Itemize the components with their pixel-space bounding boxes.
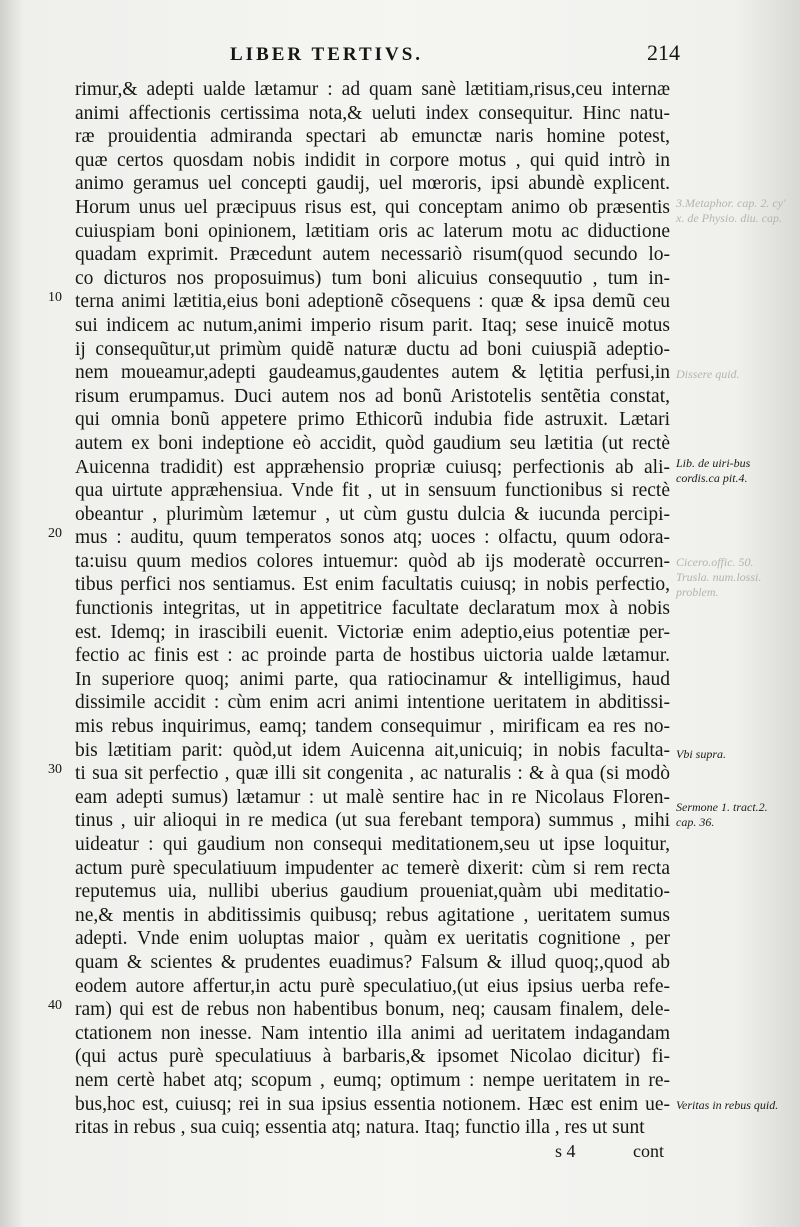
text-line: ne,& mentis in abditissimis quibusq; rebus agitatione , ueritatem sumus (75, 904, 670, 926)
page-header (180, 40, 680, 74)
text-line: co dicturos nos proposuimus) tum boni alicuius consequutio , tum in- (75, 267, 670, 289)
text-line: eodem autore affertur,in actu purè speculatiuo,(ut eius ipsius uerba refe- (75, 975, 670, 997)
text-line: bis lætitiam parit: quòd,ut idem Auicenna ait,unicuiq; in nobis faculta- (75, 739, 670, 761)
text-line: dissimile accidit : cùm enim acri animi intentione ueritatem in abditissi- (75, 692, 670, 714)
text-line: animo geramus uel concepti gaudij, uel mœroris, ipsi abundè explicent. (75, 173, 670, 195)
text-line: cuiuspiam boni opinionem, lætitiam oris ac laterum motu ac diductione (75, 220, 670, 242)
text-line: bus,hoc est, cuiusq; rei in sua ipsius essentia notionem. Hæc est enim ue- (75, 1093, 670, 1115)
text-line: ij consequũtur,ut primùm quidẽ naturæ ductu ad boni cuiuspiã adeptio- (75, 338, 670, 360)
text-line: Auicenna tradidit) est appræhensio propriæ cuiusq; perfectionis ab ali- (75, 456, 670, 478)
text-line: quadam exprimit. Præcedunt autem necessariò risum(quod secundo lo- (75, 244, 670, 266)
line-number-10: 10 (48, 290, 62, 305)
text-line: ritas in rebus , sua cuiq; essentia atq; natura. Itaq; functio illa , res ut sunt (75, 1117, 645, 1139)
line-number-40: 40 (48, 998, 62, 1013)
text-line: In superiore quoq; animi parte, qua ratiocinamur & intelligimus, haud (75, 668, 670, 690)
text-line: risum erumpamus. Duci autem nos ad bonũ Aristotelis sentẽtia constat, (75, 385, 670, 407)
text-line: ctationem non inesse. Nam intentio illa animi ad ueritatem indagandam (75, 1022, 670, 1044)
marginal-note-sermone: Sermone 1. tract.2. cap. 36. (676, 800, 768, 829)
line-number-30: 30 (48, 762, 62, 777)
folio-number: 214 (647, 40, 680, 65)
text-line: ta:uisu quum medios colores intuemur: quòd ab ijs moderatè occurren- (75, 550, 670, 572)
signature-mark: s 4 (555, 1141, 576, 1161)
text-line: quæ certos quosdam nobis indidit in corpore motus , qui quid intrò in (75, 149, 670, 171)
marginal-note-ubi-supra: Vbi supra. (676, 747, 727, 761)
text-line: qui omnia bonũ appetere primo Ethicorũ indubia fide astruxit. Lætari (75, 409, 670, 431)
text-line: nem moueamur,adepti gaudeamus,gaudentes autem & lętitia perfusi,in (75, 362, 670, 384)
running-title: LIBER TERTIVS. (230, 44, 424, 65)
text-line: tibus perfici nos sentiamus. Est enim facultatis cuiusq; in nobis perfectio, (75, 574, 670, 596)
text-line: quam & scientes & prudentes euadimus? Falsum & illud quoq;,quod ab (75, 951, 670, 973)
line-number-20: 20 (48, 526, 62, 541)
text-line: autem ex boni indeptione eò accidit, quòd gaudium seu lætitia (ut rectè (75, 432, 670, 454)
text-line: tinus , uir alioqui in re medica (ut sua ferebant tempora) summus , mihi (75, 810, 670, 832)
text-line: ram) qui est de rebus non habentibus bonum, neq; causam finalem, dele- (75, 999, 670, 1021)
text-line: adepti. Vnde enim uoluptas maior , quàm ex ueritatis cognitione , per (75, 928, 670, 950)
text-line: uideatur : qui gaudium non consequi meditationem,seu ut ipse loquitur, (75, 834, 670, 855)
text-line: obeantur , plurimùm lætemur , ut cùm gustu dulcia & iucunda percipi- (75, 503, 670, 525)
text-line: qua uirtute appræhensiua. Vnde fit , ut in sensuum functionibus si rectè (75, 480, 670, 502)
body-text (75, 78, 670, 1140)
text-line: actum purè speculatiuum impudenter ac temerè dixerit: cùm si rem recta (75, 857, 670, 879)
text-line: mis rebus inquirimus, eamq; tandem consequimur , mirificam ea res no- (75, 716, 670, 738)
marginal-note-dissere: Dissere quid. (676, 367, 740, 381)
text-line: (qui actus purè speculatiuus à barbaris,& ipsomet Nicolao dicitur) fi- (75, 1046, 670, 1068)
text-line: ti sua sit perfectio , quæ illi sit congenita , ac naturalis : & à qua (si modò (75, 763, 670, 785)
text-line: ræ prouidentia admiranda spectari ab emunctæ naris homine potest, (75, 126, 670, 148)
marginal-note-cicero: Cicero.offic. 50. Trusla. num.lossi. problem. (676, 555, 762, 599)
text-line: nem certè habet atq; scopum , eumq; optimum : nempe ueritatem in re- (75, 1069, 670, 1091)
text-line: sui indicem ac nutum,animi imperio risum parit. Itaq; sese inuicẽ motus (75, 314, 670, 336)
marginal-note-metaphor: 3.Metaphor. cap. 2. cy' x. de Physio. diu. cap. (676, 196, 786, 225)
text-line: functionis integritas, ut in appetitrice facultate declaratum mox à nobis (75, 598, 670, 620)
text-line: reputemus uia, nullibi uberius gaudium proueniat,quàm ubi meditatio- (75, 881, 670, 903)
text-line: terna animi lætitia,eius boni adeptionẽ cõsequens : quæ & ipsa demũ ceu (75, 291, 670, 313)
catchword: cont (633, 1141, 664, 1161)
text-line: Horum unus uel præcipuus risus est, qui conceptam animo ob præsentis (75, 196, 670, 218)
text-line: fectio ac finis est : ac proinde parta de hostibus uictoria ualde lætamur. (75, 645, 670, 667)
marginal-note-veritas: Veritas in rebus quid. (676, 1098, 779, 1112)
text-line: mus : auditu, quum temperatos sonos atq; uoces : olfactu, quum odora- (75, 527, 670, 549)
text-line: est. Idemq; in irascibili euenit. Victoriæ enim adeptio,eius potentiæ per- (75, 621, 670, 643)
text-line: eam adepti sumus) lætamur : ut malè sentire hac in re Nicolaus Floren- (75, 786, 670, 808)
text-line: rimur,& adepti ualde lætamur : ad quam sanè lætitiam,risus,ceu internæ (75, 79, 670, 100)
marginal-note-lib-de-uiribus: Lib. de uiri-bus cordis.ca pit.4. (676, 456, 751, 485)
text-line: animi affectionis certissima nota,& ueluti index consequitur. Hinc natu- (75, 102, 670, 124)
